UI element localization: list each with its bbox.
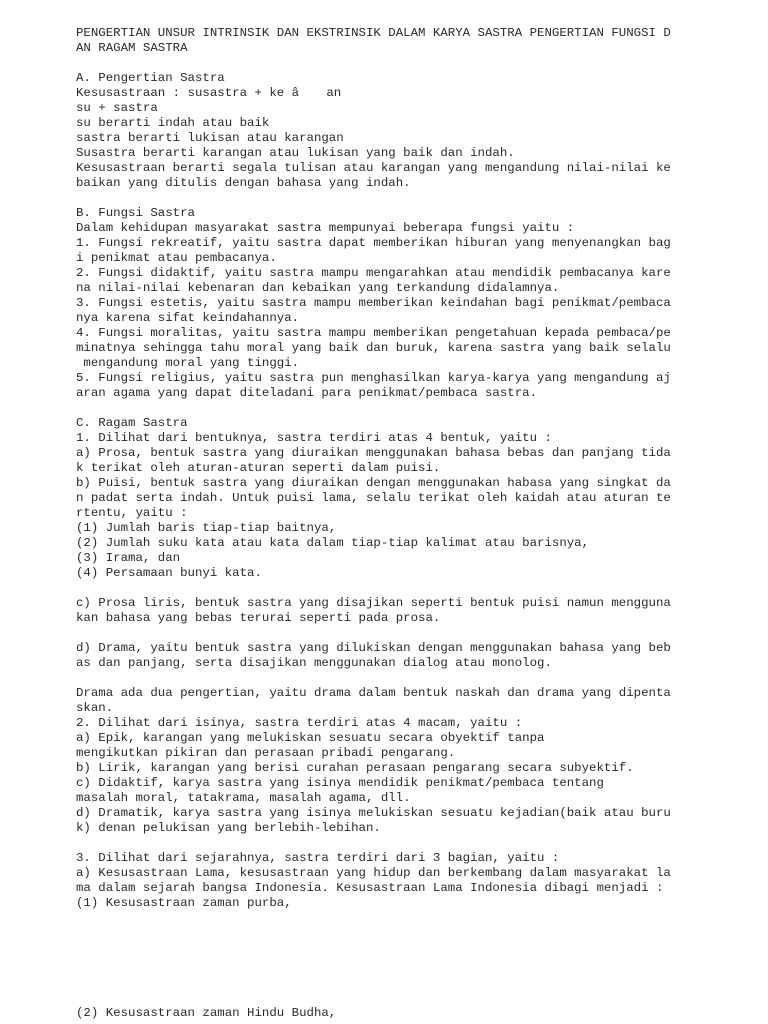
text-line: skan. bbox=[76, 701, 114, 715]
blank-line bbox=[76, 626, 686, 641]
text-line: b) Puisi, bentuk sastra yang diuraikan dengan menggunakan habasa yang singkat da bbox=[76, 476, 671, 490]
text-line: ma dalam sejarah bangsa Indonesia. Kesusastraan Lama Indonesia dibagi menjadi : bbox=[76, 881, 664, 895]
text-line: 4. Fungsi moralitas, yaitu sastra mampu memberikan pengetahuan kepada pembaca/pe bbox=[76, 326, 671, 340]
blank-line bbox=[76, 191, 686, 206]
text-line: (3) Irama, dan bbox=[76, 551, 181, 565]
text-line: Drama ada dua pengertian, yaitu drama dalam bentuk naskah dan drama yang dipenta bbox=[76, 686, 671, 700]
text-line: n padat serta indah. Untuk puisi lama, selalu terikat oleh kaidah atau aturan te bbox=[76, 491, 671, 505]
text-line: b) Lirik, karangan yang berisi curahan perasaan pengarang secara subyektif. bbox=[76, 761, 634, 775]
text-line: C. Ragam Sastra bbox=[76, 416, 188, 430]
text-line: k terikat oleh aturan-aturan seperti dalam puisi. bbox=[76, 461, 441, 475]
text-line: 3. Dilihat dari sejarahnya, sastra terdiri dari 3 bagian, yaitu : bbox=[76, 851, 560, 865]
text-line: as dan panjang, serta disajikan menggunakan dialog atau monolog. bbox=[76, 656, 552, 670]
text-line: baikan yang ditulis dengan bahasa yang indah. bbox=[76, 176, 411, 190]
text-line: B. Fungsi Sastra bbox=[76, 206, 195, 220]
text-line: rtentu, yaitu : bbox=[76, 506, 188, 520]
text-line: mengandung moral yang tinggi. bbox=[76, 356, 300, 370]
text-line: 5. Fungsi religius, yaitu sastra pun menghasilkan karya-karya yang mengandung aj bbox=[76, 371, 671, 385]
text-line: d) Dramatik, karya sastra yang isinya melukiskan sesuatu kejadian(baik atau buru bbox=[76, 806, 671, 820]
text-line: d) Drama, yaitu bentuk sastra yang dilukiskan dengan menggunakan bahasa yang beb bbox=[76, 641, 671, 655]
text-line: mengikutkan pikiran dan perasaan pribadi pengarang. bbox=[76, 746, 456, 760]
text-line: Dalam kehidupan masyarakat sastra mempunyai beberapa fungsi yaitu : bbox=[76, 221, 575, 235]
text-line: a) Epik, karangan yang melukiskan sesuatu secara obyektif tanpa bbox=[76, 731, 545, 745]
text-line: c) Prosa liris, bentuk sastra yang disajikan seperti bentuk puisi namun mengguna bbox=[76, 596, 671, 610]
text-line: Susastra berarti karangan atau lukisan yang baik dan indah. bbox=[76, 146, 515, 160]
text-line: (4) Persamaan bunyi kata. bbox=[76, 566, 262, 580]
blank-line bbox=[76, 836, 686, 851]
blank-line bbox=[76, 401, 686, 416]
text-line: aran agama yang dapat diteladani para penikmat/pembaca sastra. bbox=[76, 386, 538, 400]
text-line: na nilai-nilai kebenaran dan kebaikan yang terkandung didalamnya. bbox=[76, 281, 560, 295]
blank-line bbox=[76, 581, 686, 596]
text-line: 2. Dilihat dari isinya, sastra terdiri atas 4 macam, yaitu : bbox=[76, 716, 523, 730]
text-line: PENGERTIAN UNSUR INTRINSIK DAN EKSTRINSIK DALAM KARYA SASTRA PENGERTIAN FUNGSI D bbox=[76, 26, 671, 40]
text-line: Kesusastraan berarti segala tulisan atau karangan yang mengandung nilai-nilai ke bbox=[76, 161, 671, 175]
text-line: (2) Jumlah suku kata atau kata dalam tiap-tiap kalimat atau barisnya, bbox=[76, 536, 590, 550]
text-line: 2. Fungsi didaktif, yaitu sastra mampu mengarahkan atau mendidik pembacanya kare bbox=[76, 266, 671, 280]
text-line: (1) Kesusastraan zaman purba, bbox=[76, 896, 292, 910]
text-line: AN RAGAM SASTRA bbox=[76, 41, 188, 55]
text-line: nya karena sifat keindahannya. bbox=[76, 311, 300, 325]
text-line: 3. Fungsi estetis, yaitu sastra mampu memberikan keindahan bagi penikmat/pembaca bbox=[76, 296, 671, 310]
text-line: minatnya sehingga tahu moral yang baik dan buruk, karena sastra yang baik selalu bbox=[76, 341, 671, 355]
text-line: kan bahasa yang bebas terurai seperti pada prosa. bbox=[76, 611, 441, 625]
text-line: Kesusastraan : susastra + ke â an bbox=[76, 86, 342, 100]
text-line: a) Kesusastraan Lama, kesusastraan yang hidup dan berkembang dalam masyarakat la bbox=[76, 866, 671, 880]
text-line: A. Pengertian Sastra bbox=[76, 71, 225, 85]
text-line: sastra berarti lukisan atau karangan bbox=[76, 131, 344, 145]
text-line: 1. Fungsi rekreatif, yaitu sastra dapat memberikan hiburan yang menyenangkan bag bbox=[76, 236, 671, 250]
text-line: su + sastra bbox=[76, 101, 158, 115]
text-line: a) Prosa, bentuk sastra yang diuraikan menggunakan bahasa bebas dan panjang tida bbox=[76, 446, 671, 460]
text-line: k) denan pelukisan yang berlebih-lebihan. bbox=[76, 821, 381, 835]
text-line: su berarti indah atau baik bbox=[76, 116, 270, 130]
blank-line bbox=[76, 56, 686, 71]
text-line: masalah moral, tatakrama, masalah agama, dll. bbox=[76, 791, 411, 805]
document-body bbox=[76, 26, 686, 911]
page-bottom-line: (2) Kesusastraan zaman Hindu Budha, bbox=[76, 1006, 337, 1020]
text-line: i penikmat atau pembacanya. bbox=[76, 251, 277, 265]
text-line: (1) Jumlah baris tiap-tiap baitnya, bbox=[76, 521, 337, 535]
text-line: 1. Dilihat dari bentuknya, sastra terdiri atas 4 bentuk, yaitu : bbox=[76, 431, 552, 445]
text-line: c) Didaktif, karya sastra yang isinya mendidik penikmat/pembaca tentang bbox=[76, 776, 604, 790]
blank-line bbox=[76, 671, 686, 686]
